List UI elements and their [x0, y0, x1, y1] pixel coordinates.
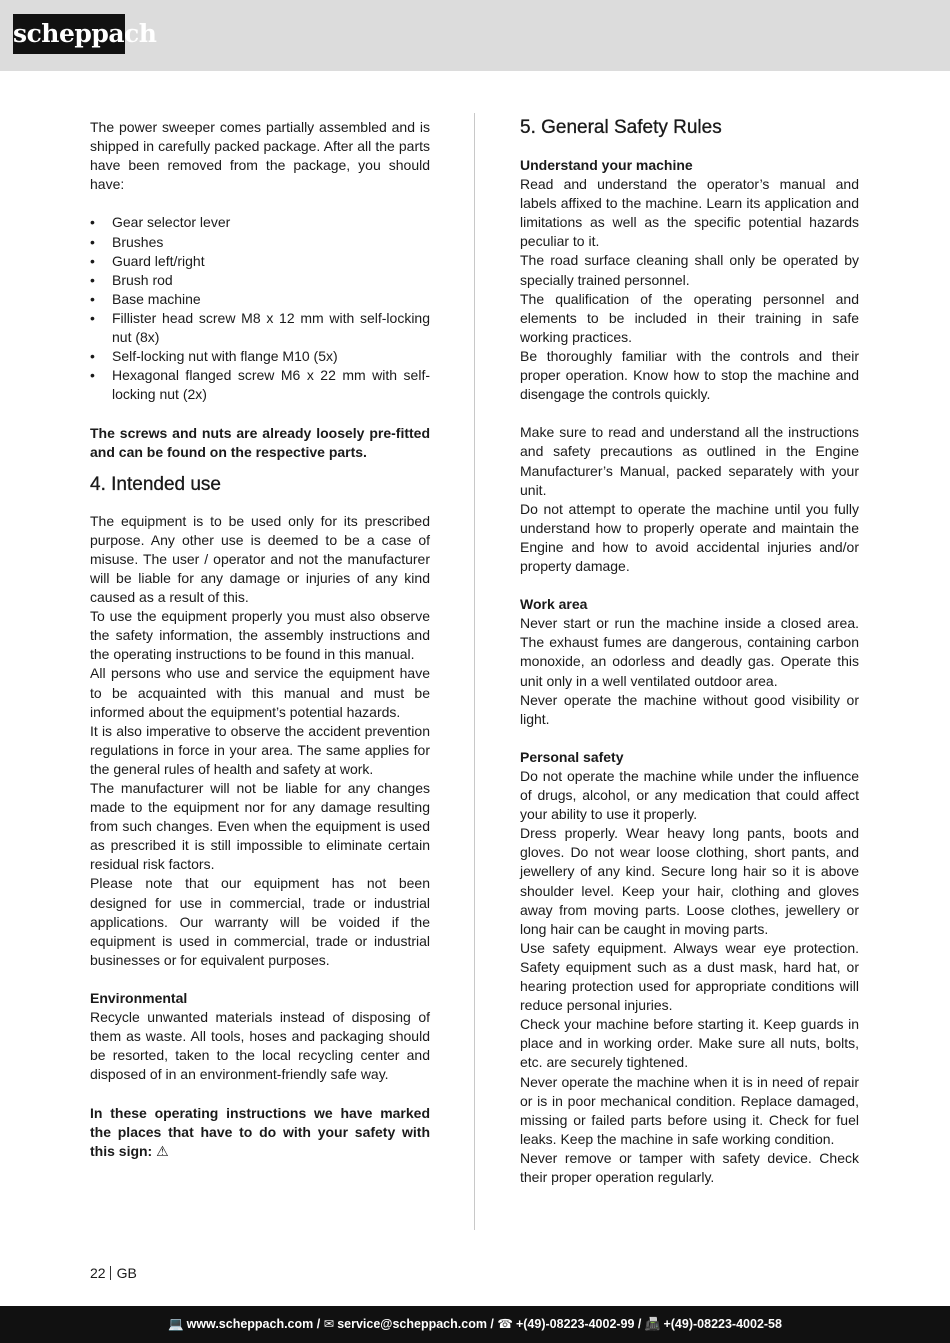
personal-safety-paragraph: Never remove or tamper with safety device. Check their proper operation regularly.	[520, 1149, 859, 1185]
list-item: • Guard left/right	[90, 252, 430, 271]
personal-safety-paragraph: Check your machine before starting it. Keep guards in place and in working order. Make sure all nuts, bolts, etc. are securely tightened.	[520, 1016, 859, 1071]
section-4-heading: 4. Intended use	[90, 473, 221, 495]
engine-manual-paragraph: Make sure to read and understand all the instructions and safety precautions as outlined in the Engine Manufacturer’s Manual, packed separately with your unit.	[520, 424, 859, 498]
understand-paragraph: Be thoroughly familiar with the controls and their proper operation. Know how to stop the machine and disengage the controls quickly.	[520, 347, 859, 403]
bullet-icon: •	[90, 309, 95, 326]
understand-paragraph: Read and understand the operator’s manual and labels affixed to the machine. Learn its application and limitations as well as the specific potential hazards peculiar to it.	[520, 176, 859, 250]
page-language: GB	[116, 1265, 137, 1281]
column-divider	[474, 113, 475, 1230]
bullet-icon: •	[90, 233, 95, 250]
intended-use-paragraph: To use the equipment properly you must also observe the safety information, the assembly instructions and the operating instructions to be found in this manual.	[90, 608, 430, 663]
phone-icon: ☎	[497, 1317, 513, 1331]
intended-use-paragraph: It is also imperative to observe the accident prevention regulations in force in your area. The same applies for the general rules of health and safety at work.	[90, 722, 430, 777]
understand-paragraph: The road surface cleaning shall only be operated by specially trained personnel.	[520, 252, 859, 288]
section-5-heading: 5. General Safety Rules	[520, 117, 722, 138]
page-number-separator	[110, 1266, 111, 1280]
list-item: • Brushes	[90, 233, 430, 252]
page-number-value: 22	[90, 1265, 106, 1281]
page-footer	[0, 1306, 950, 1343]
personal-safety-paragraph: Use safety equipment. Always wear eye protection. Safety equipment such as a dust mask, hard hat, or hearing protection used for appropriate conditions will reduce personal injuries.	[520, 939, 859, 1014]
parts-list	[90, 213, 430, 404]
list-item: • Brush rod	[90, 271, 430, 290]
footer-fax: +(49)-08223-4002-58	[663, 1317, 782, 1331]
screws-note: The screws and nuts are already loosely pre-fitted and can be found on the respective parts.	[90, 424, 430, 460]
bullet-icon: •	[90, 367, 95, 384]
list-item: • Fillister head screw M8 x 12 mm with self-locking nut (8x)	[90, 309, 430, 346]
warning-triangle-icon: ⚠	[156, 1142, 169, 1159]
intended-use-paragraph: The manufacturer will not be liable for any changes made to the equipment nor for any damage resulting from such changes. Even when the equipment is used as prescribed it is still impossible to eliminate certain residual risk factors.	[90, 780, 430, 873]
footer-phone: +(49)-08223-4002-99 /	[515, 1317, 642, 1331]
fax-icon: 📠	[644, 1317, 661, 1331]
page-header	[0, 0, 950, 71]
understand-machine-heading: Understand your machine	[520, 157, 693, 173]
bullet-icon: •	[90, 348, 95, 365]
left-column	[90, 118, 430, 1161]
environmental-heading: Environmental	[90, 990, 188, 1007]
safety-mark-note: In these operating instructions we have marked the places that have to do with your safety with this sign: ⚠	[90, 1104, 430, 1159]
package-intro: The power sweeper comes partially assembled and is shipped in carefully packed package. After all the parts have been removed from the package, you should have:	[90, 119, 430, 193]
page-number	[90, 1265, 137, 1281]
bullet-icon: •	[90, 290, 95, 307]
personal-safety-heading: Personal safety	[520, 748, 624, 765]
list-item: • Base machine	[90, 290, 430, 309]
intended-use-paragraph: Please note that our equipment has not been designed for use in commercial, trade or industrial applications. Our warranty will be voided if the equipment is used in commercial, trade or industrial businesses or for equivalent purposes.	[90, 875, 430, 968]
footer-website: www.scheppach.com /	[186, 1317, 321, 1331]
work-area-paragraph: Never start or run the machine inside a closed area. The exhaust fumes are dangerous, containing carbon monoxide, an odorless and deadly gas. Operate this unit only in a well ventilated outdoor area.	[520, 615, 859, 689]
work-area-heading: Work area	[520, 596, 588, 613]
environmental-paragraph: Recycle unwanted materials instead of disposing of them as waste. All tools, hoses and packaging should be resorted, taken to the local recycling center and disposed of in an environment-friendly safe way.	[90, 1009, 430, 1083]
work-area-paragraph: Never operate the machine without good visibility or light.	[520, 691, 859, 727]
list-item: • Self-locking nut with flange M10 (5x)	[90, 347, 430, 366]
engine-manual-paragraph: Do not attempt to operate the machine until you fully understand how to properly operate and maintain the Engine and how to avoid accidental injuries and/or property damage.	[520, 500, 859, 574]
understand-paragraph: The qualification of the operating personnel and elements to be included in their training in safe working practices.	[520, 290, 859, 345]
intended-use-paragraph: All persons who use and service the equipment have to be acquainted with this manual and must be informed about the equipment’s potential hazards.	[90, 665, 430, 720]
list-item: • Gear selector lever	[90, 213, 430, 232]
personal-safety-paragraph: Never operate the machine when it is in need of repair or is in poor mechanical condition. Replace damaged, missing or failed parts before using it. Check for fuel leaks. Keep the machine in safe working condition.	[520, 1073, 859, 1147]
bullet-icon: •	[90, 252, 95, 269]
computer-icon: 💻	[168, 1317, 184, 1331]
mail-icon: ✉	[323, 1317, 335, 1331]
right-column	[520, 118, 859, 1187]
bullet-icon: •	[90, 214, 95, 231]
personal-safety-paragraph: Dress properly. Wear heavy long pants, boots and gloves. Do not wear loose clothing, short pants, and jewellery of any kind. Secure long hair so it is above shoulder level. Keep your hair, clothing and gloves away from moving parts. Loose clothes, jewellery or long hair can be caught in moving parts.	[520, 825, 859, 937]
intended-use-paragraph: The equipment is to be used only for its prescribed purpose. Any other use is deemed to be a case of misuse. The user / operator and not the manufacturer will be liable for any damage or injuries of any kind caused as a result of this.	[90, 512, 430, 606]
footer-email: service@scheppach.com /	[337, 1317, 494, 1331]
personal-safety-paragraph: Do not operate the machine while under the influence of drugs, alcohol, or any medication that could affect your ability to use it properly.	[520, 768, 859, 823]
bullet-icon: •	[90, 271, 95, 288]
list-item: • Hexagonal flanged screw M6 x 22 mm with self-locking nut (2x)	[90, 367, 430, 403]
scheppach-logo: scheppach	[13, 14, 125, 54]
